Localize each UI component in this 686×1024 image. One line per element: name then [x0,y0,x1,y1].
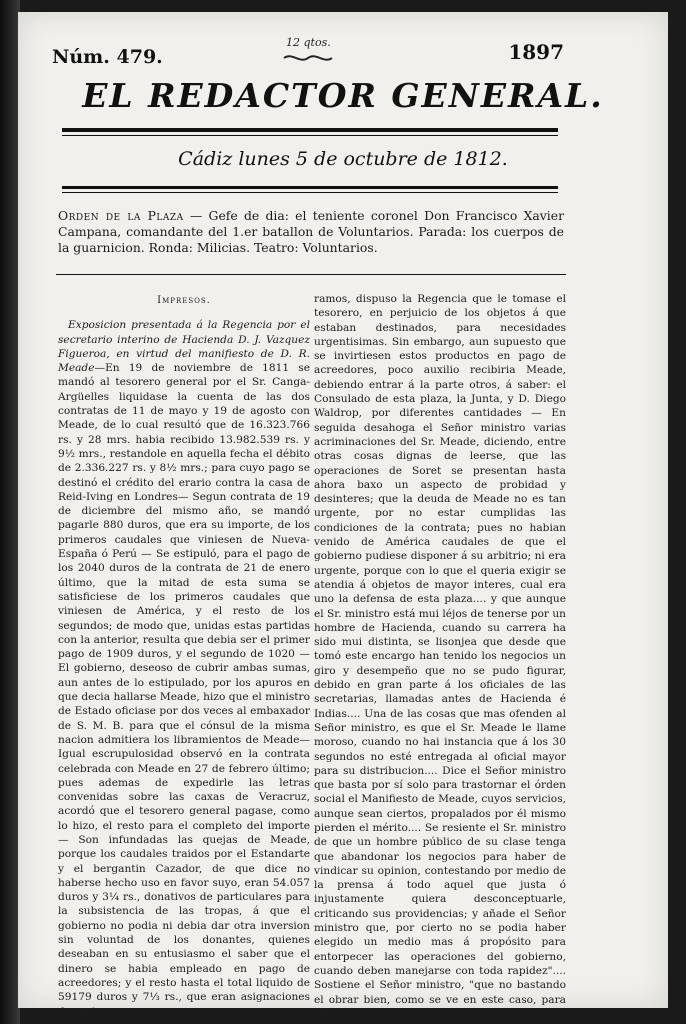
masthead-rule-thick [62,128,558,132]
newspaper-page [18,12,668,1020]
section-rule [56,274,566,275]
masthead-title: EL REDACTOR GENERAL. [82,76,604,115]
left-column-text: —En 19 de noviembre de 1811 se mandó al tesorero general por el Sr. Canga-Argüelles liquidase la cuenta de las dos contratas de 11 de mayo y 19 de agosto con Meade, de lo cual resultó que de 16.323.766 rs. y 28 mrs. habia recibido 13.982.539 rs. y 9½ mrs., restandole en aquella fecha el débito de 2.336.227 rs. y 8½ mrs.; para cuyo pago se destinó el crédito del erario contra la casa de Reid-Iving en Londres— Segun contrata de 19 de diciembre del mismo año, se mandó pagarle 880 duros, que era su importe, de los primeros caudales que viniesen de Nueva-España ó Perú — Se estipuló, para el pago de los 2040 duros de la contrata de 21 de enero último, que la mitad de esta suma se satisficiese de los primeros caudales que viniesen de América, y el resto de los segundos; de modo que, unidas estas partidas con la anterior, resulta que debia ser el primer pago de 1909 duros, y el segundo de 1020 — El gobierno, deseoso de cubrir ambas sumas, aun antes de lo estipulado, por los apuros en que decia hallarse Meade, hizo que el ministro de Estado oficiase por dos veces al embaxador de S. M. B. para que el cónsul de la misma nacion admitiera los libramientos de Meade—Igual escrupulosidad observó en la contrata celebrada con Meade en 27 de febrero último; pues ademas de expedirle las letras convenidas sobre las caxas de Veracruz, acordó que el tesorero general pagase, como lo hizo, el resto para el completo del importe — Son infundadas las quejas de Meade, porque los caudales traidos por el Estandarte y el bergantin Cazador, de que dice no haberse hecho uso en favor suyo, eran 54.057 duros y 3¼ rs., donativos de particulares para la subsistencia de las tropas, á que el gobierno no podia ni debia dar otra inversion sin voluntad de los donantes, quienes deseaban en su entusiasmo el saber que el dinero se habia empleado en pago de acreedores; y el resto hasta el total liquido de 59179 duros y 7⅓ rs., que eran asignaciones de varios [58,362,310,1018]
orden-text: — Gefe de dia: el teniente coronel Don Francisco Xavier Campana, comandante del 1.er batallon de Voluntarios. Parada: los cuerpos de la guarnicion. Ronda: Milicias. Teatro: Voluntarios. [58,208,564,255]
book-spine [0,0,20,1024]
sheet-count: 12 qtos. [286,36,331,49]
orden-label: Orden de la Plaza [58,208,184,223]
article-lead: Exposicion presentada á la Regencia por el secretario interino de Hacienda D. J. Vazquez Figueroa, en virtud del manifiesto de D. R. Meade [58,319,310,375]
page-number: 1897 [508,40,564,64]
dateline-rule-thin [62,192,558,193]
masthead-rule-thin [62,135,558,136]
right-column [314,292,566,1021]
impresos-heading: Impresos. [157,295,211,306]
dateline: Cádiz lunes 5 de octubre de 1812. [178,148,508,170]
left-column-paragraph [58,318,310,1019]
dateline-rule-thick [62,186,558,189]
orden-de-la-plaza [58,208,564,256]
right-column-text: ramos, dispuso la Regencia que le tomase el tesorero, en perjuicio de los objetos á que estaban destinados, para necesidades urgentisimas. Sin embargo, aun supuesto que se invirtiesen estos productos en pago de acreedores, poco auxilio recibiria Meade, debiendo entrar á la parte otros, á saber: el Consulado de esta plaza, la Junta, y D. Diego Waldrop, por diferentes cantidades — En seguida desahoga el Señor ministro varias acriminaciones del Sr. Meade, diciendo, entre otras cosas dignas de leerse, que las operaciones de Soret se presentan hasta ahora baxo un aspecto de probidad y desinteres; que la deuda de Meade no es tan urgente, por no estar cumplidas las condiciones de la contrata; pues no habian venido de América caudales de que el gobierno pudiese disponer á su arbitrio; ni era urgente, porque con lo que el queria exigir se atendia á objetos de mayor interes, cual era uno la defensa de esta plaza.... y que aunque el Sr. ministro está mui léjos de tenerse por un hombre de Hacienda, cuando su carrera ha sido mui distinta, se lisonjea que desde que tomó este encargo han tenido los negocios un giro y desempeño que no se pudo figurar, debido en gran parte á los oficiales de las secretarias, llamadas antes de Hacienda é Indias.... Una de las cosas que mas ofenden al Señor ministro, es que el Sr. Meade le llame moroso, cuando no hai instancia que á los 30 segundos no esté entregada al oficial mayor para su distribucion.... Dice el Señor ministro que basta por sí solo para trastornar el órden social el Manifiesto de Meade, cuyos servicios, aunque sean ciertos, propalados por él mismo pierden el mérito.... Se resiente el Sr. ministro de que un hombre público de su clase tenga que abandonar los negocios para haber de vindicar su opinion, contestando por medio de la prensa á todo aquel que justa ó injustamente quiera desconceptuarle, criticando sus providencias; y añade el Señor ministro que, por cierto no se podia haber elegido un medio mas á propósito para entorpecer las operaciones del gobierno, cuando deben manejarse con toda rapidez".... Sostiene el Señor ministro, "que no bastando el obrar bien, como se ve en este caso, para estar á [314,293,566,1020]
flourish-ornament-icon [282,52,334,64]
left-column [58,294,310,1019]
issue-number: Núm. 479. [52,46,163,68]
